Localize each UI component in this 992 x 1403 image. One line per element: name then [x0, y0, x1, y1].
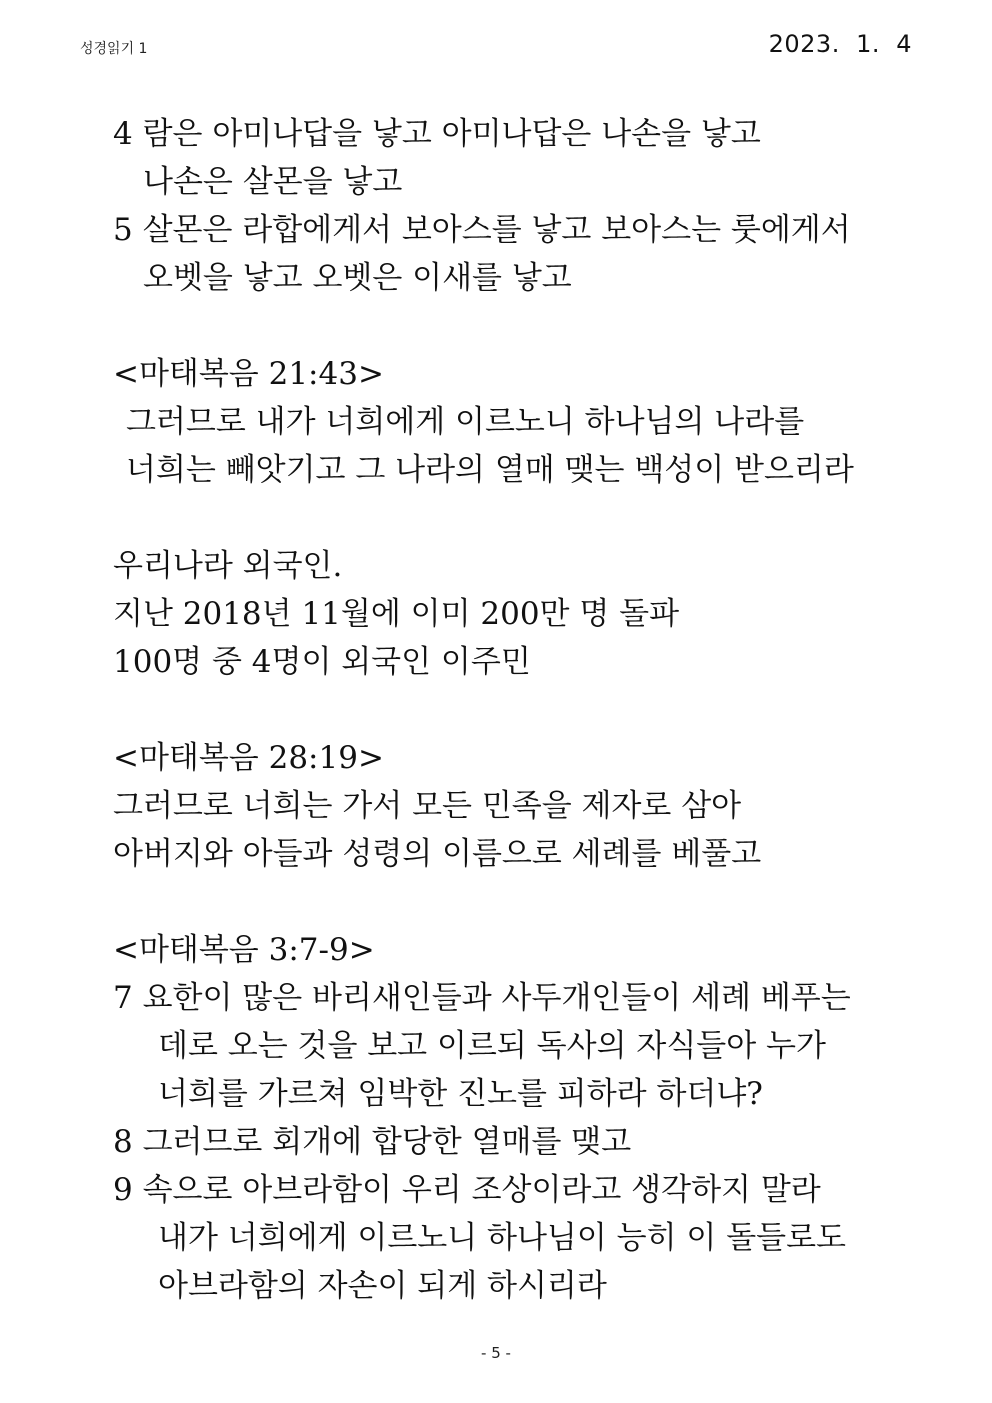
text-line: 데로 오는 것을 보고 이르되 독사의 자식들아 누가 [158, 1028, 826, 1064]
text-line: 5 살몬은 라합에게서 보아스를 낳고 보아스는 룻에게서 [113, 212, 851, 248]
text-line: 지난 2018년 11월에 이미 200만 명 돌파 [113, 596, 680, 632]
text-line: 오벳을 낳고 오벳은 이새를 낳고 [143, 260, 572, 296]
text-line: 9 속으로 아브라함이 우리 조상이라고 생각하지 말라 [113, 1172, 821, 1208]
text-line: 너희를 가르쳐 임박한 진노를 피하라 하더냐? [158, 1076, 763, 1112]
text-line: 8 그러므로 회개에 합당한 열매를 맺고 [113, 1124, 632, 1160]
text-line: 우리나라 외국인. [113, 548, 343, 584]
page-number: - 5 - [481, 1344, 511, 1362]
text-line: 그러므로 너희는 가서 모든 민족을 제자로 삼아 [113, 788, 742, 824]
text-line: 7 요한이 많은 바리새인들과 사두개인들이 세례 베푸는 [113, 980, 851, 1016]
text-line: 그러므로 내가 너희에게 이르노니 하나님의 나라를 [126, 404, 805, 440]
text-line: 너희는 빼앗기고 그 나라의 열매 맺는 백성이 받으리라 [126, 452, 854, 488]
scripture-reference: <마태복음 3:7-9> [113, 932, 375, 968]
text-line: 나손은 살몬을 낳고 [143, 164, 403, 200]
text-line: 4 람은 아미나답을 낳고 아미나답은 나손을 낳고 [113, 116, 761, 152]
scripture-reference: <마태복음 21:43> [113, 356, 384, 392]
text-line: 100명 중 4명이 외국인 이주민 [113, 644, 531, 680]
header-title: 성경읽기 1 [80, 41, 148, 57]
text-line: 아브라함의 자손이 되게 하시리라 [158, 1268, 607, 1304]
text-line: 아버지와 아들과 성령의 이름으로 세례를 베풀고 [113, 836, 762, 872]
text-line: 내가 너희에게 이르노니 하나님이 능히 이 돌들로도 [158, 1220, 846, 1256]
scripture-reference: <마태복음 28:19> [113, 740, 384, 776]
header-date: 2023. 1. 4 [768, 30, 912, 58]
